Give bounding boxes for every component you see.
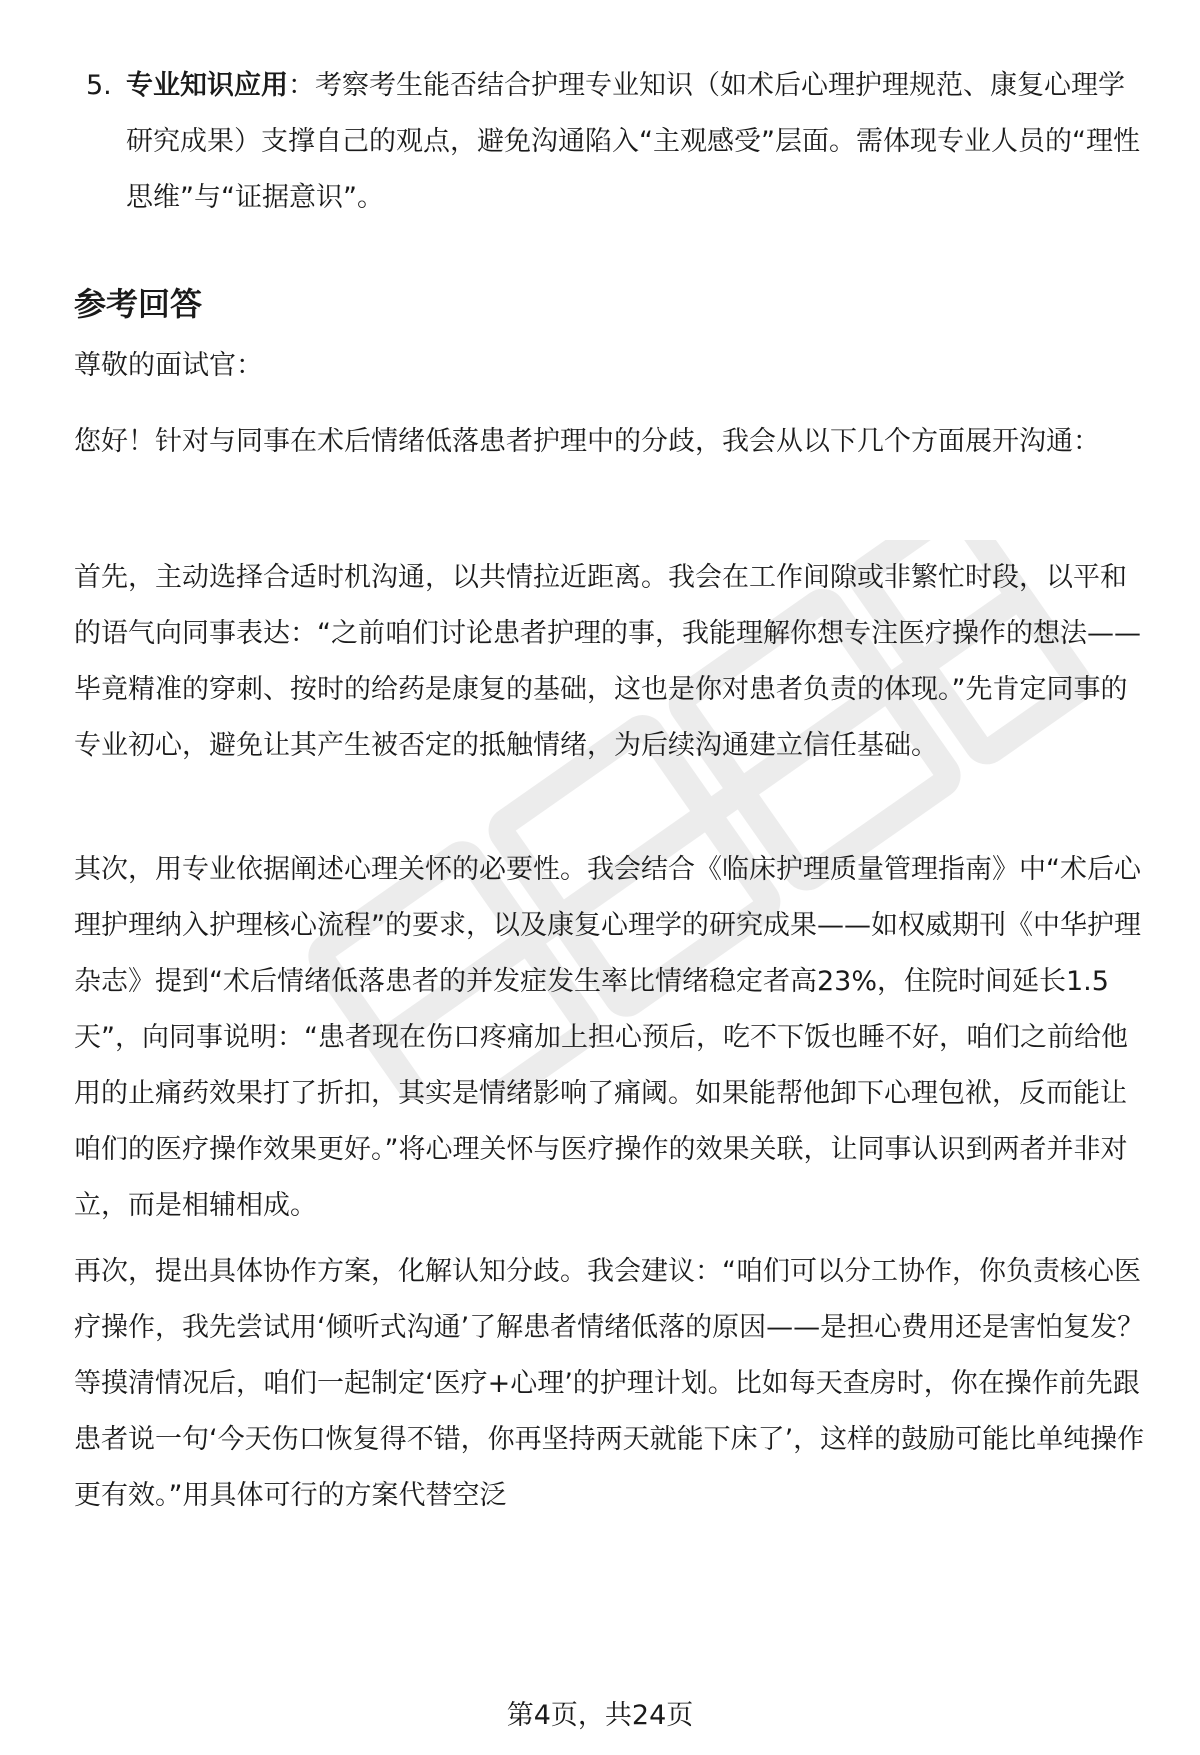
paragraph-intro: 您好！针对与同事在术后情绪低落患者护理中的分歧，我会从以下几个方面展开沟通： [74,426,1100,457]
list-number: 5. [86,70,112,101]
list-item-term: 专业知识应用 [126,70,288,101]
paragraph-first: 首先，主动选择合适时机沟通，以共情拉近距离。我会在工作间隙或非繁忙时段，以平和的语气向同事表达：“之前咱们讨论患者护理的事，我能理解你想专注医疗操作的想法——毕竟精准的穿刺、按时的给药是康复的基础，这也是你对患者负责的体现。”先肯定同事的专业初心，避免让其产生被否定的抵触情绪，为后续沟通建立信任基础。 [74,562,1141,761]
criteria-list-item-5 [86,58,1146,226]
section-heading: 参考回答 [74,285,203,323]
list-item-text [126,58,1146,226]
paragraph-second: 其次，用专业依据阐述心理关怀的必要性。我会结合《临床护理质量管理指南》中“术后心理护理纳入护理核心流程”的要求，以及康复心理学的研究成果——如权威期刊《中华护理杂志》提到“术后情绪低落患者的并发症发生率比情绪稳定者高23%，住院时间延长1.5天”，向同事说明：“患者现在伤口疼痛加上担心预后，吃不下饭也睡不好，咱们之前给他用的止痛药效果打了折扣，其实是情绪影响了痛阈。如果能帮他卸下心理包袱，反而能让咱们的医疗操作效果更好。”将心理关怀与医疗操作的效果关联，让同事认识到两者并非对立，而是相辅相成。 [74,854,1141,1221]
salutation: 尊敬的面试官： [74,350,263,381]
list-item-description: ：考察考生能否结合护理专业知识（如术后心理护理规范、康复心理学研究成果）支撑自己的观点，避免沟通陷入“主观感受”层面。需体现专业人员的“理性思维”与“证据意识”。 [126,70,1140,213]
paragraph-third: 再次，提出具体协作方案，化解认知分歧。我会建议：“咱们可以分工协作，你负责核心医疗操作，我先尝试用‘倾听式沟通’了解患者情绪低落的原因——是担心费用还是害怕复发？等摸清情况后，咱们一起制定‘医疗+心理’的护理计划。比如每天查房时，你在操作前先跟患者说一句‘今天伤口恢复得不错，你再坚持两天就能下床了’，这样的鼓励可能比单纯操作更有效。”用具体可行的方案代替空泛 [74,1256,1145,1511]
page-footer: 第4页，共24页 [506,1700,694,1731]
